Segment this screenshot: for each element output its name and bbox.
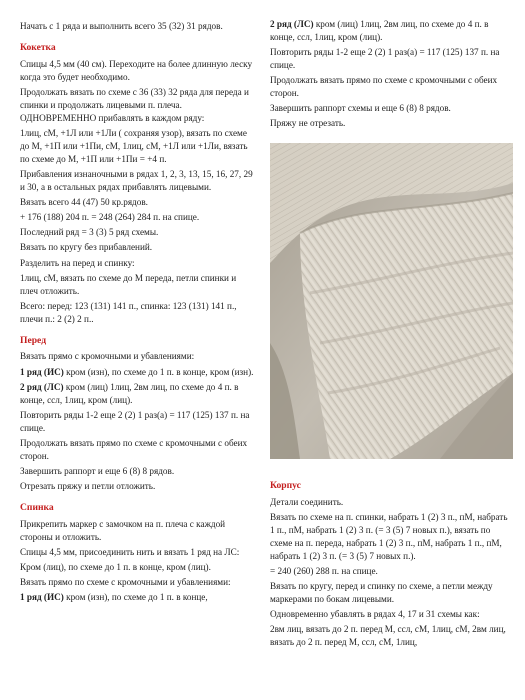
left-column (20, 20, 255, 606)
spinka-p3: Кром (лиц), по схеме до 1 п. в конце, кром (лиц). (20, 561, 211, 572)
koketka-p7: Последний ряд = 3 (3) 5 ряд схемы. (20, 227, 159, 238)
row-text: кром (изн), по схеме до 1 п. в конце, (63, 592, 208, 603)
spinka-p2: Спицы 4,5 мм, присоединить нить и вязать 1 ряд на ЛС: (20, 546, 240, 557)
right-p3: Продолжать вязать прямо по схеме с кромочными с обеих сторон. (270, 75, 498, 99)
koketka-p8: Вязать по кругу без прибавлений. (20, 242, 153, 253)
koketka-p4: Прибавления изнаночными в рядах 1, 2, 3, 13, 15, 16, 27, 29 и 30, а в остальных рядах прибавлять лицевыми. (20, 169, 253, 193)
koketka-p5: Вязать всего 44 (47) 50 кр.рядов. (20, 197, 148, 208)
spinka-p5 (20, 591, 255, 604)
row-label: 1 ряд (ИС) (20, 366, 64, 377)
right-p4: Завершить раппорт схемы и еще 6 (8) 8 рядов. (270, 103, 451, 114)
pered-p7: Отрезать пряжу и петли отложить. (20, 481, 156, 492)
knitted-fabric-photo (270, 143, 513, 459)
korpus-p6: 2вм лиц, вязать до 2 п. перед М, ссл, сМ, 1лиц, сМ, 2вм лиц, вязать до 2 п. перед М, ссл, сМ, 1лиц, (270, 624, 506, 648)
koketka-p9: Разделить на перед и спинку: (20, 257, 135, 268)
spinka-p1: Прикрепить маркер с замочком на п. плеча с каждой стороны и отложить. (20, 518, 226, 542)
koketka-p2: Продолжать вязать по схеме с 36 (33) 32 ряда для переда и спинки и продолжать лицевыми п. плеча. ОДНОВРЕМЕННО прибавлять в каждом ряду: (20, 86, 249, 123)
section-title-koketka: Кокетка (20, 42, 56, 54)
pered-p3 (20, 381, 255, 407)
row-text: кром (лиц) 1лиц, 2вм лиц, по схеме до 4 п. в конце, ссл, 1лиц, кром (лиц). (20, 381, 239, 405)
right-p1 (270, 18, 510, 44)
row-label: 2 ряд (ЛС) (20, 381, 64, 392)
right-p2: Повторить ряды 1-2 еще 2 (2) 1 раз(а) = 117 (125) 137 п. на спице. (270, 47, 500, 71)
korpus-p1: Детали соединить. (270, 496, 344, 507)
pered-p4: Повторить ряды 1-2 еще 2 (2) 1 раз(а) = 117 (125) 137 п. на спице. (20, 409, 250, 433)
koketka-p10: 1лиц, сМ, вязать по схеме до М переда, петли спинки и плеч отложить. (20, 272, 237, 296)
right-column-top (270, 18, 510, 133)
pered-p6: Завершить раппорт и еще 6 (8) 8 рядов. (20, 465, 175, 476)
section-title-spinka: Спинка (20, 502, 54, 514)
koketka-p3: 1лиц, сМ, +1Л или +1Ли ( сохраняя узор), вязать по схеме до М, +1П или +1Пи, сМ, 1лиц, сМ, +1Л или +1Ли, вязать по схеме до М, +1П или +1Пи = +4 п. (20, 127, 248, 165)
pered-p2 (20, 366, 255, 379)
korpus-p2: Вязать по схеме на п. спинки, набрать 1 (2) 3 п., пМ, набрать 1 п., пМ, набрать 1 (2) 3 п. (= 3 (5) 7 новых п.), вязать по схеме на п. переда, набрать 1 (2) 3 п., пМ, набрать 1 п., пМ, набрать 1 (2) 3 п. (= 3 (5) 7 новых п.). (270, 511, 508, 561)
korpus-p3: = 240 (260) 288 п. на спице. (270, 565, 378, 576)
row-label: 2 ряд (ЛС) (270, 19, 314, 29)
right-column-bottom (270, 471, 510, 651)
row-text: кром (лиц) 1лиц, 2вм лиц, по схеме до 4 п. в конце, ссл, 1лиц, кром (лиц). (270, 19, 489, 43)
row-label: 1 ряд (ИС) (20, 592, 64, 603)
koketka-p1: Спицы 4,5 мм (40 см). Переходите на более длинную леску когда это будет необходимо. (20, 58, 253, 82)
pered-p5: Продолжать вязать прямо по схеме с кромочными с обеих сторон. (20, 437, 248, 461)
koketka-p11: Всего: перед: 123 (131) 141 п., спинка: 123 (131) 141 п., плечи п.: 2 (2) 2 п.. (20, 300, 237, 324)
row-text: кром (изн), по схеме до 1 п. в конце, кром (изн). (63, 366, 254, 377)
spinka-p4: Вязать прямо по схеме с кромочными и убавлениями: (20, 576, 231, 587)
korpus-p5: Одновременно убавлять в рядах 4, 17 и 31 схемы как: (270, 609, 480, 620)
section-title-pered: Перед (20, 334, 47, 346)
knitted-fabric-image (270, 143, 513, 459)
pered-p1: Вязать прямо с кромочными и убавлениями: (20, 351, 195, 362)
intro-text: Начать с 1 ряда и выполнить всего 35 (32) 31 рядов. (20, 21, 223, 31)
korpus-p4: Вязать по кругу, перед и спинку по схеме, а петли между маркерами по бокам лицевыми. (270, 580, 493, 605)
koketka-p6: + 176 (188) 204 п. = 248 (264) 284 п. на спице. (20, 212, 200, 223)
section-title-korpus: Корпус (270, 480, 301, 491)
right-p5: Пряжу не отрезать. (270, 118, 346, 129)
